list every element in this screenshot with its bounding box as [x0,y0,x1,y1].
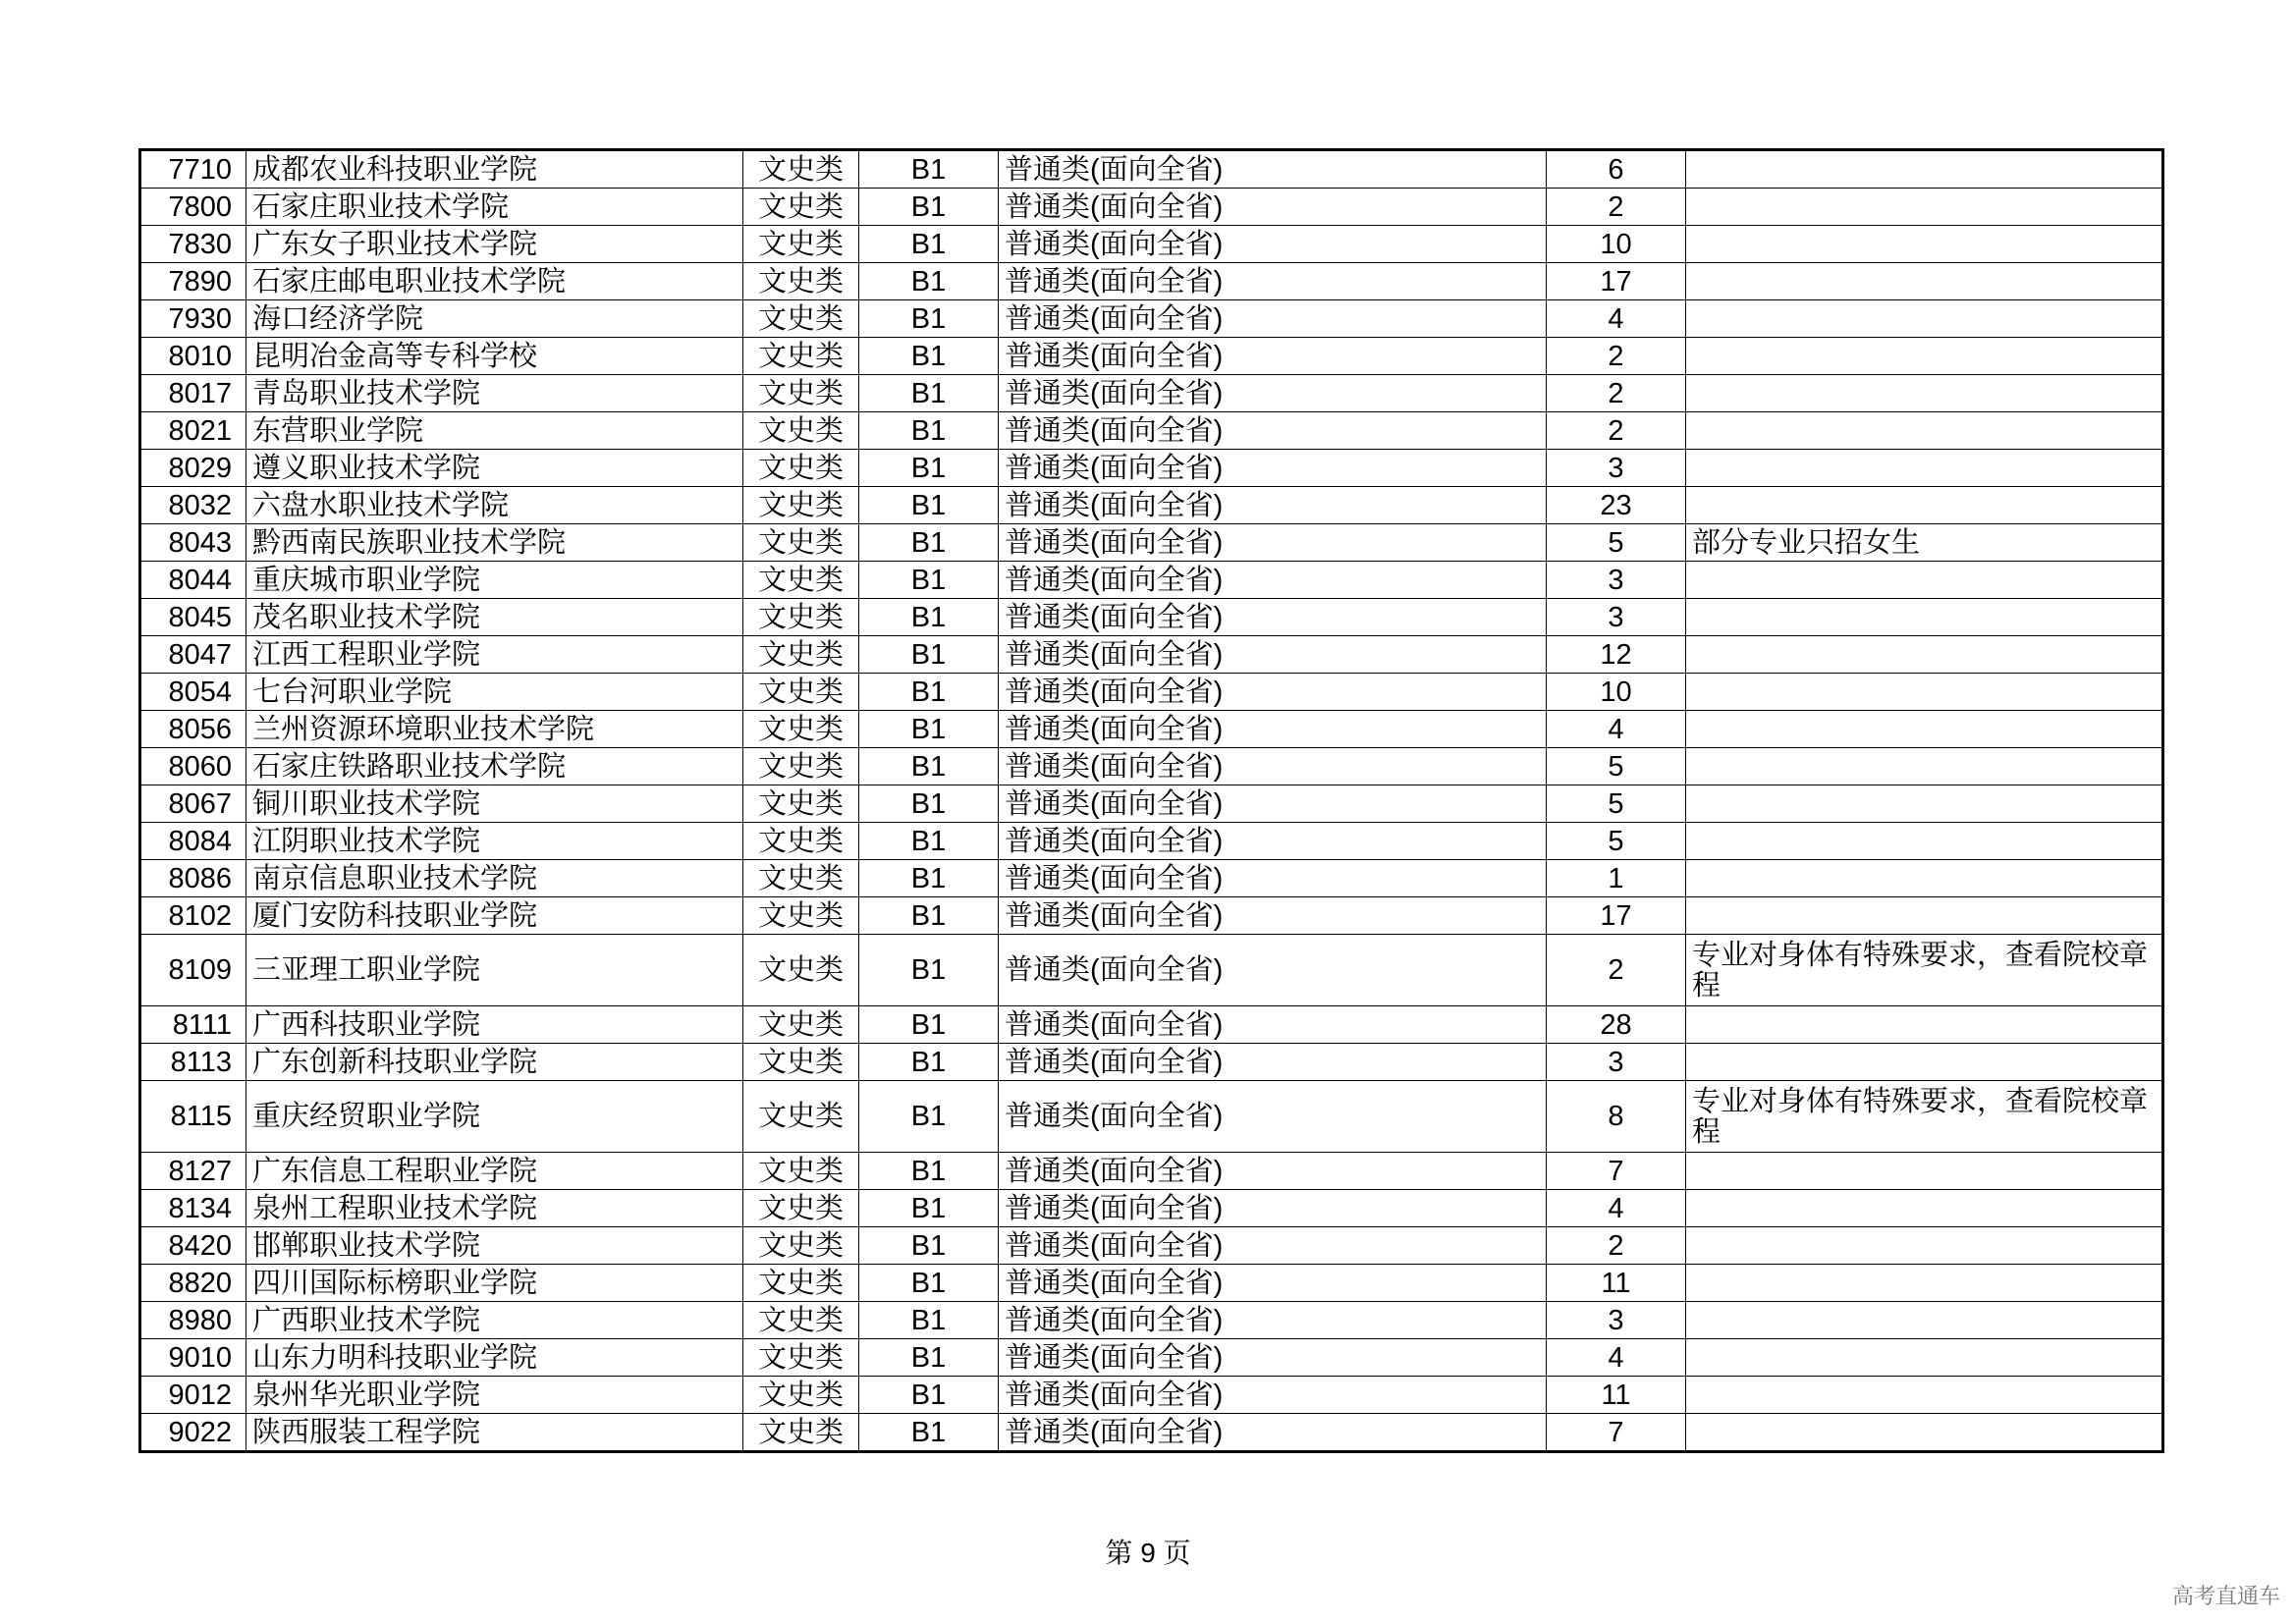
quota-count-cell: 5 [1547,785,1686,823]
school-code-cell: 8047 [140,636,246,674]
school-name-cell: 重庆经贸职业学院 [246,1081,743,1153]
table-row [140,150,2163,189]
school-code-cell: 8017 [140,375,246,412]
school-code-cell: 8420 [140,1227,246,1265]
remark-cell [1686,674,2163,711]
category-cell: 文史类 [743,823,859,860]
remark-cell [1686,562,2163,599]
table-row [140,1414,2163,1452]
school-name-cell: 三亚理工职业学院 [246,935,743,1006]
school-code-cell: 8084 [140,823,246,860]
quota-count-cell: 23 [1547,487,1686,524]
table-row [140,1377,2163,1414]
remark-cell [1686,1153,2163,1190]
school-name-cell: 泉州华光职业学院 [246,1377,743,1414]
category-cell: 文史类 [743,150,859,189]
school-code-cell: 8109 [140,935,246,1006]
table-row [140,674,2163,711]
table-row [140,1153,2163,1190]
quota-count-cell: 8 [1547,1081,1686,1153]
school-name-cell: 陕西服装工程学院 [246,1414,743,1452]
plan-type-cell: 普通类(面向全省) [999,748,1547,785]
remark-cell [1686,1302,2163,1339]
plan-type-cell: 普通类(面向全省) [999,338,1547,375]
category-cell: 文史类 [743,599,859,636]
remark-cell [1686,375,2163,412]
remark-cell [1686,599,2163,636]
school-code-cell: 8067 [140,785,246,823]
plan-type-cell: 普通类(面向全省) [999,375,1547,412]
quota-count-cell: 2 [1547,338,1686,375]
remark-cell [1686,1227,2163,1265]
category-cell: 文史类 [743,1339,859,1377]
batch-level-cell: B1 [859,412,999,450]
school-name-cell: 兰州资源环境职业技术学院 [246,711,743,748]
school-name-cell: 广东创新科技职业学院 [246,1044,743,1081]
plan-type-cell: 普通类(面向全省) [999,860,1547,897]
batch-level-cell: B1 [859,674,999,711]
table-row [140,412,2163,450]
quota-count-cell: 5 [1547,748,1686,785]
plan-type-cell: 普通类(面向全省) [999,263,1547,300]
school-name-cell: 重庆城市职业学院 [246,562,743,599]
remark-cell [1686,338,2163,375]
category-cell: 文史类 [743,189,859,226]
category-cell: 文史类 [743,935,859,1006]
quota-count-cell: 1 [1547,860,1686,897]
table-row [140,935,2163,1006]
batch-level-cell: B1 [859,1044,999,1081]
category-cell: 文史类 [743,450,859,487]
school-name-cell: 黔西南民族职业技术学院 [246,524,743,562]
category-cell: 文史类 [743,338,859,375]
batch-level-cell: B1 [859,450,999,487]
batch-level-cell: B1 [859,562,999,599]
remark-cell [1686,785,2163,823]
category-cell: 文史类 [743,1190,859,1227]
batch-level-cell: B1 [859,375,999,412]
table-row [140,562,2163,599]
school-code-cell: 8127 [140,1153,246,1190]
category-cell: 文史类 [743,748,859,785]
school-name-cell: 青岛职业技术学院 [246,375,743,412]
quota-count-cell: 4 [1547,1190,1686,1227]
batch-level-cell: B1 [859,1153,999,1190]
category-cell: 文史类 [743,412,859,450]
category-cell: 文史类 [743,1044,859,1081]
batch-level-cell: B1 [859,1227,999,1265]
table-body [140,150,2163,1452]
batch-level-cell: B1 [859,1081,999,1153]
school-name-cell: 江阴职业技术学院 [246,823,743,860]
remark-cell [1686,189,2163,226]
table-row [140,450,2163,487]
quota-count-cell: 4 [1547,1339,1686,1377]
table-row [140,1265,2163,1302]
table-row [140,1302,2163,1339]
table-row [140,636,2163,674]
remark-cell [1686,1377,2163,1414]
batch-level-cell: B1 [859,748,999,785]
quota-count-cell: 4 [1547,711,1686,748]
remark-cell [1686,263,2163,300]
school-name-cell: 四川国际标榜职业学院 [246,1265,743,1302]
plan-type-cell: 普通类(面向全省) [999,189,1547,226]
category-cell: 文史类 [743,711,859,748]
school-code-cell: 8980 [140,1302,246,1339]
school-code-cell: 7830 [140,226,246,263]
category-cell: 文史类 [743,636,859,674]
table-row [140,1227,2163,1265]
batch-level-cell: B1 [859,636,999,674]
table-row [140,897,2163,935]
plan-type-cell: 普通类(面向全省) [999,1377,1547,1414]
table-row [140,1081,2163,1153]
school-name-cell: 石家庄铁路职业技术学院 [246,748,743,785]
table-row [140,823,2163,860]
remark-cell [1686,1006,2163,1044]
plan-type-cell: 普通类(面向全省) [999,636,1547,674]
school-name-cell: 海口经济学院 [246,300,743,338]
table-row [140,748,2163,785]
plan-type-cell: 普通类(面向全省) [999,300,1547,338]
school-code-cell: 8102 [140,897,246,935]
quota-count-cell: 3 [1547,1044,1686,1081]
quota-count-cell: 3 [1547,1302,1686,1339]
school-code-cell: 8111 [140,1006,246,1044]
table-row [140,263,2163,300]
quota-count-cell: 2 [1547,1227,1686,1265]
table-row [140,785,2163,823]
quota-count-cell: 7 [1547,1414,1686,1452]
table-row [140,226,2163,263]
remark-cell [1686,860,2163,897]
school-name-cell: 邯郸职业技术学院 [246,1227,743,1265]
school-name-cell: 广东女子职业技术学院 [246,226,743,263]
plan-type-cell: 普通类(面向全省) [999,1006,1547,1044]
school-name-cell: 铜川职业技术学院 [246,785,743,823]
school-name-cell: 遵义职业技术学院 [246,450,743,487]
school-code-cell: 7930 [140,300,246,338]
school-code-cell: 8021 [140,412,246,450]
plan-type-cell: 普通类(面向全省) [999,711,1547,748]
table-row [140,711,2163,748]
school-code-cell: 8044 [140,562,246,599]
school-name-cell: 南京信息职业技术学院 [246,860,743,897]
plan-type-cell: 普通类(面向全省) [999,785,1547,823]
batch-level-cell: B1 [859,1265,999,1302]
school-code-cell: 8056 [140,711,246,748]
remark-cell [1686,300,2163,338]
quota-count-cell: 5 [1547,823,1686,860]
batch-level-cell: B1 [859,487,999,524]
quota-count-cell: 7 [1547,1153,1686,1190]
watermark-text: 高考直通车 [2171,1584,2280,1608]
school-name-cell: 昆明冶金高等专科学校 [246,338,743,375]
school-code-cell: 8086 [140,860,246,897]
category-cell: 文史类 [743,860,859,897]
batch-level-cell: B1 [859,1339,999,1377]
remark-cell: 专业对身体有特殊要求，查看院校章程 [1686,1081,2163,1153]
category-cell: 文史类 [743,1302,859,1339]
batch-level-cell: B1 [859,785,999,823]
table-row [140,524,2163,562]
school-code-cell: 8032 [140,487,246,524]
remark-cell [1686,487,2163,524]
category-cell: 文史类 [743,226,859,263]
school-name-cell: 广西科技职业学院 [246,1006,743,1044]
plan-type-cell: 普通类(面向全省) [999,524,1547,562]
table-row [140,189,2163,226]
table-row [140,487,2163,524]
plan-type-cell: 普通类(面向全省) [999,674,1547,711]
quota-count-cell: 2 [1547,935,1686,1006]
school-name-cell: 六盘水职业技术学院 [246,487,743,524]
category-cell: 文史类 [743,562,859,599]
category-cell: 文史类 [743,1377,859,1414]
school-code-cell: 7710 [140,150,246,189]
plan-type-cell: 普通类(面向全省) [999,1339,1547,1377]
batch-level-cell: B1 [859,150,999,189]
batch-level-cell: B1 [859,935,999,1006]
school-name-cell: 江西工程职业学院 [246,636,743,674]
school-code-cell: 8045 [140,599,246,636]
quota-count-cell: 2 [1547,412,1686,450]
page-number: 第 9 页 [1105,1538,1191,1568]
plan-type-cell: 普通类(面向全省) [999,1044,1547,1081]
quota-count-cell: 4 [1547,300,1686,338]
remark-cell [1686,897,2163,935]
table-row [140,375,2163,412]
school-name-cell: 东营职业学院 [246,412,743,450]
plan-type-cell: 普通类(面向全省) [999,1265,1547,1302]
quota-count-cell: 11 [1547,1265,1686,1302]
plan-type-cell: 普通类(面向全省) [999,1153,1547,1190]
batch-level-cell: B1 [859,1190,999,1227]
school-name-cell: 山东力明科技职业学院 [246,1339,743,1377]
quota-count-cell: 2 [1547,375,1686,412]
quota-count-cell: 17 [1547,897,1686,935]
table-row [140,1339,2163,1377]
plan-type-cell: 普通类(面向全省) [999,450,1547,487]
table-row [140,860,2163,897]
remark-cell [1686,636,2163,674]
batch-level-cell: B1 [859,189,999,226]
batch-level-cell: B1 [859,599,999,636]
plan-type-cell: 普通类(面向全省) [999,1190,1547,1227]
school-name-cell: 广西职业技术学院 [246,1302,743,1339]
batch-level-cell: B1 [859,524,999,562]
category-cell: 文史类 [743,300,859,338]
plan-type-cell: 普通类(面向全省) [999,1414,1547,1452]
batch-level-cell: B1 [859,1414,999,1452]
quota-count-cell: 17 [1547,263,1686,300]
category-cell: 文史类 [743,1265,859,1302]
batch-level-cell: B1 [859,338,999,375]
batch-level-cell: B1 [859,300,999,338]
school-code-cell: 8113 [140,1044,246,1081]
plan-type-cell: 普通类(面向全省) [999,412,1547,450]
school-code-cell: 7800 [140,189,246,226]
table-row [140,300,2163,338]
quota-count-cell: 3 [1547,450,1686,487]
quota-count-cell: 2 [1547,189,1686,226]
category-cell: 文史类 [743,1414,859,1452]
batch-level-cell: B1 [859,823,999,860]
category-cell: 文史类 [743,674,859,711]
table-row [140,1044,2163,1081]
quota-count-cell: 5 [1547,524,1686,562]
category-cell: 文史类 [743,1081,859,1153]
quota-count-cell: 12 [1547,636,1686,674]
category-cell: 文史类 [743,375,859,412]
remark-cell [1686,1265,2163,1302]
school-name-cell: 七台河职业学院 [246,674,743,711]
school-name-cell: 广东信息工程职业学院 [246,1153,743,1190]
remark-cell [1686,450,2163,487]
remark-cell [1686,1190,2163,1227]
table-row [140,338,2163,375]
quota-count-cell: 6 [1547,150,1686,189]
school-name-cell: 成都农业科技职业学院 [246,150,743,189]
school-code-cell: 8134 [140,1190,246,1227]
category-cell: 文史类 [743,1006,859,1044]
category-cell: 文史类 [743,487,859,524]
quota-count-cell: 28 [1547,1006,1686,1044]
plan-type-cell: 普通类(面向全省) [999,935,1547,1006]
batch-level-cell: B1 [859,263,999,300]
school-code-cell: 9010 [140,1339,246,1377]
plan-type-cell: 普通类(面向全省) [999,1081,1547,1153]
batch-level-cell: B1 [859,1302,999,1339]
school-name-cell: 厦门安防科技职业学院 [246,897,743,935]
remark-cell: 部分专业只招女生 [1686,524,2163,562]
table-row [140,1190,2163,1227]
school-name-cell: 茂名职业技术学院 [246,599,743,636]
school-code-cell: 8010 [140,338,246,375]
school-code-cell: 7890 [140,263,246,300]
batch-level-cell: B1 [859,711,999,748]
school-code-cell: 8060 [140,748,246,785]
remark-cell [1686,748,2163,785]
category-cell: 文史类 [743,897,859,935]
school-name-cell: 石家庄职业技术学院 [246,189,743,226]
plan-type-cell: 普通类(面向全省) [999,1227,1547,1265]
school-code-cell: 8054 [140,674,246,711]
school-code-cell: 9022 [140,1414,246,1452]
plan-type-cell: 普通类(面向全省) [999,1302,1547,1339]
remark-cell [1686,412,2163,450]
quota-count-cell: 3 [1547,562,1686,599]
school-code-cell: 8043 [140,524,246,562]
batch-level-cell: B1 [859,860,999,897]
plan-type-cell: 普通类(面向全省) [999,226,1547,263]
admissions-table [138,148,2164,1453]
school-name-cell: 石家庄邮电职业技术学院 [246,263,743,300]
quota-count-cell: 10 [1547,226,1686,263]
remark-cell [1686,1339,2163,1377]
quota-count-cell: 10 [1547,674,1686,711]
category-cell: 文史类 [743,263,859,300]
plan-type-cell: 普通类(面向全省) [999,823,1547,860]
table-row [140,1006,2163,1044]
category-cell: 文史类 [743,524,859,562]
plan-type-cell: 普通类(面向全省) [999,599,1547,636]
school-code-cell: 8820 [140,1265,246,1302]
plan-type-cell: 普通类(面向全省) [999,150,1547,189]
category-cell: 文史类 [743,1227,859,1265]
remark-cell [1686,711,2163,748]
remark-cell [1686,1414,2163,1452]
quota-count-cell: 3 [1547,599,1686,636]
remark-cell [1686,823,2163,860]
category-cell: 文史类 [743,1153,859,1190]
school-code-cell: 9012 [140,1377,246,1414]
plan-type-cell: 普通类(面向全省) [999,897,1547,935]
category-cell: 文史类 [743,785,859,823]
remark-cell: 专业对身体有特殊要求，查看院校章程 [1686,935,2163,1006]
plan-type-cell: 普通类(面向全省) [999,487,1547,524]
school-code-cell: 8029 [140,450,246,487]
school-code-cell: 8115 [140,1081,246,1153]
table-row [140,599,2163,636]
batch-level-cell: B1 [859,897,999,935]
quota-count-cell: 11 [1547,1377,1686,1414]
school-name-cell: 泉州工程职业技术学院 [246,1190,743,1227]
plan-type-cell: 普通类(面向全省) [999,562,1547,599]
batch-level-cell: B1 [859,226,999,263]
batch-level-cell: B1 [859,1377,999,1414]
remark-cell [1686,1044,2163,1081]
remark-cell [1686,226,2163,263]
batch-level-cell: B1 [859,1006,999,1044]
remark-cell [1686,150,2163,189]
